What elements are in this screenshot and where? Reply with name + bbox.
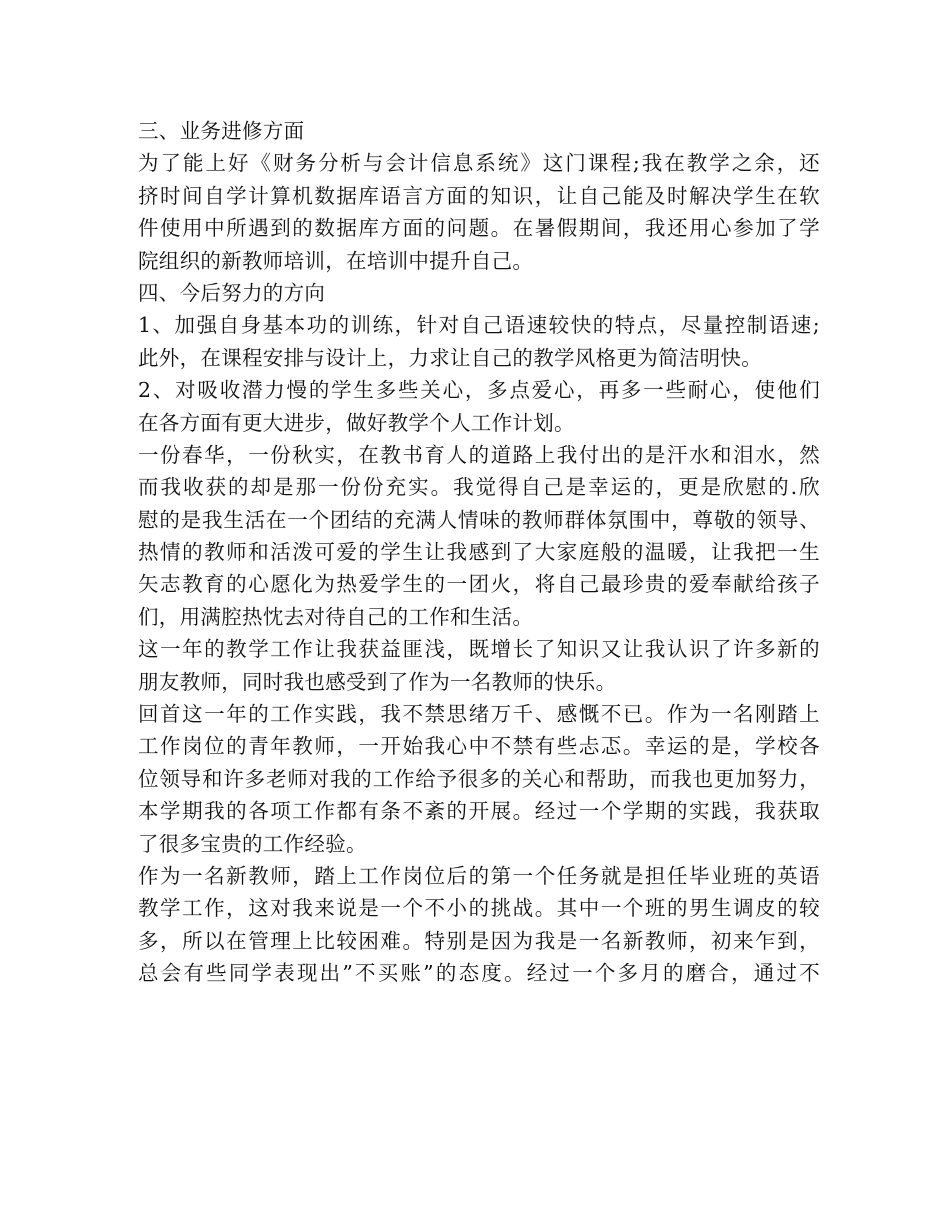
text-line: 们，用满腔热忱去对待自己的工作和生活。	[138, 604, 534, 629]
text-line: 院组织的新教师培训，在培训中提升自己。	[138, 248, 534, 273]
text-line: 2、对吸收潜力慢的学生多些关心，多点爱心，再多一些耐心，使他们	[138, 378, 820, 403]
text-line: 此外，在课程安排与设计上，力求让自己的教学风格更为简洁明快。	[138, 345, 762, 370]
text-line: 多，所以在管理上比较困难。特别是因为我是一名新教师，初来乍到，	[138, 928, 820, 953]
text-line: 一份春华，一份秋实，在教书育人的道路上我付出的是汗水和泪水，然	[138, 442, 820, 467]
text-line: 在各方面有更大进步，做好教学个人工作计划。	[138, 410, 575, 435]
text-line: 回首这一年的工作实践，我不禁思绪万千、感慨不已。作为一名刚踏上	[138, 702, 820, 727]
text-line: 三、业务进修方面	[138, 119, 305, 143]
document-page	[138, 115, 820, 990]
text-line: 而我收获的却是那一份份充实。我觉得自己是幸运的，更是欣慰的.欣	[138, 475, 820, 500]
text-line: 慰的是我生活在一个团结的充满人情味的教师群体氛围中，尊敬的领导、	[138, 507, 820, 532]
text-line: 工作岗位的青年教师，一开始我心中不禁有些忐忑。幸运的是，学校各	[138, 734, 820, 759]
text-line: 件使用中所遇到的数据库方面的问题。在暑假期间，我还用心参加了学	[138, 216, 820, 241]
text-line: 挤时间自学计算机数据库语言方面的知识，让自己能及时解决学生在软	[138, 183, 820, 208]
text-line: 作为一名新教师，踏上工作岗位后的第一个任务就是担任毕业班的英语	[138, 863, 820, 888]
text-line: 了很多宝贵的工作经验。	[138, 831, 367, 856]
text-line: 位领导和许多老师对我的工作给予很多的关心和帮助，而我也更加努力，	[138, 766, 820, 791]
text-line: 本学期我的各项工作都有条不紊的开展。经过一个学期的实践，我获取	[138, 799, 820, 824]
text-line: 1、加强自身基本功的训练，针对自己语速较快的特点，尽量控制语速;	[138, 313, 820, 338]
text-line: 为了能上好《财务分析与会计信息系统》这门课程;我在教学之余，还	[138, 151, 820, 176]
text-line: 总会有些同学表现出”不买账”的态度。经过一个多月的磨合，通过不	[138, 961, 820, 986]
text-line: 这一年的教学工作让我获益匪浅，既增长了知识又让我认识了许多新的	[138, 637, 820, 662]
text-line: 朋友教师，同时我也感受到了作为一名教师的快乐。	[138, 669, 617, 694]
text-line: 热情的教师和活泼可爱的学生让我感到了大家庭般的温暖，让我把一生	[138, 540, 820, 565]
text-line: 四、今后努力的方向	[138, 280, 326, 305]
text-line: 矢志教育的心愿化为热爱学生的一团火，将自己最珍贵的爱奉献给孩子	[138, 572, 820, 597]
text-line: 教学工作，这对我来说是一个不小的挑战。其中一个班的男生调皮的较	[138, 896, 820, 921]
